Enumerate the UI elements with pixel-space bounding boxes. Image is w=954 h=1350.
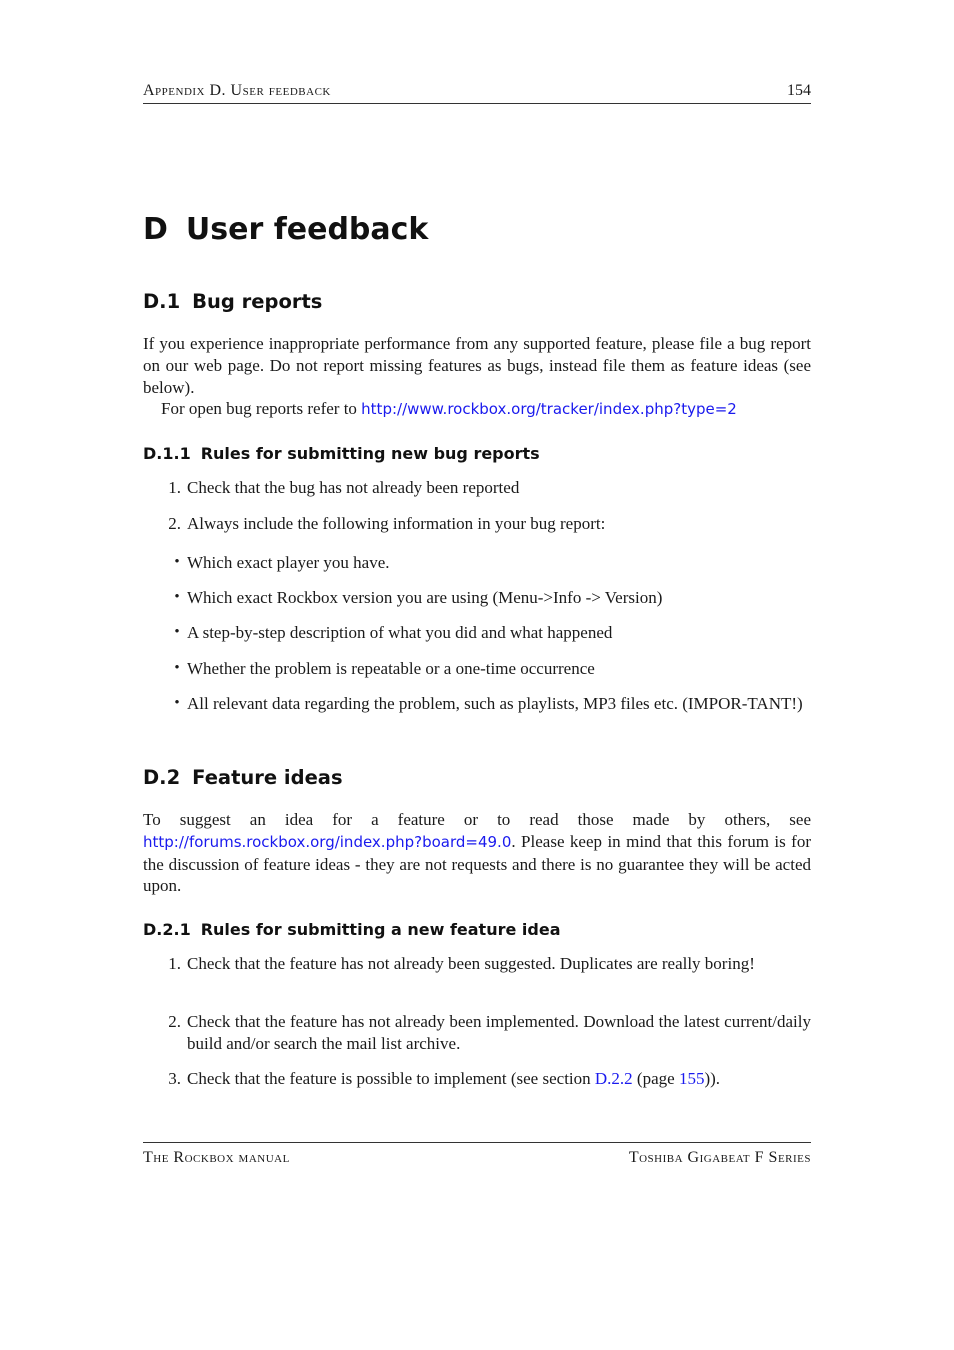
- list-item-text-middle: (page: [632, 1069, 679, 1088]
- bullet-item: [174, 552, 811, 574]
- list-item: [168, 1068, 811, 1090]
- subsection-title: Rules for submitting new bug reports: [200, 444, 540, 463]
- list-marker: 2.: [168, 514, 181, 533]
- feature-intro-prefix: To suggest an idea for a feature or to read those made by others, see: [143, 810, 811, 829]
- list-marker: 3.: [168, 1069, 181, 1088]
- bullet-marker: •: [174, 589, 180, 605]
- feature-ideas-intro: [143, 809, 811, 897]
- section-title: Bug reports: [192, 290, 323, 313]
- list-item-text: Always include the following information in your bug report:: [187, 514, 606, 533]
- list-item-text-prefix: Check that the feature is possible to implement (see section: [187, 1069, 595, 1088]
- bullet-marker: •: [174, 660, 180, 676]
- subsection-number: D.2.1: [143, 920, 191, 939]
- chapter-title-text: User feedback: [185, 212, 429, 247]
- section-ref-link[interactable]: D.2.2: [594, 1069, 633, 1088]
- bullet-item: [174, 622, 811, 644]
- bullet-text: Which exact Rockbox version you are using (Menu->Info -> Version): [187, 588, 663, 607]
- chapter-number: D: [143, 212, 168, 247]
- bullet-item: [174, 658, 811, 680]
- bug-tracker-link[interactable]: http://www.rockbox.org/tracker/index.php?type=2: [361, 400, 737, 418]
- section-heading-bug-reports: [143, 290, 322, 313]
- list-item-text: Check that the feature has not already been implemented. Download the latest current/daily build and/or search the mail list archive.: [187, 1012, 811, 1053]
- section-title: Feature ideas: [192, 766, 343, 789]
- list-item-text: Check that the feature has not already been suggested. Duplicates are really boring!: [187, 954, 755, 973]
- list-marker: 1.: [168, 478, 181, 497]
- bullet-text: Which exact player you have.: [187, 553, 390, 572]
- list-item: [168, 1011, 811, 1055]
- subsection-heading-feature-rules: [143, 920, 560, 939]
- list-marker: 2.: [168, 1012, 181, 1031]
- header-page-number: 154: [787, 82, 811, 99]
- list-marker: 1.: [168, 954, 181, 973]
- bullet-marker: •: [174, 624, 180, 640]
- header-chapter: Appendix D. User feedback: [143, 82, 331, 99]
- running-header: [143, 82, 811, 104]
- bullet-text: Whether the problem is repeatable or a one-time occurrence: [187, 659, 595, 678]
- list-item-text-suffix: )).: [704, 1069, 721, 1088]
- bullet-item: [174, 693, 811, 715]
- footer-left: The Rockbox manual: [143, 1149, 290, 1166]
- section-number: D.1: [143, 290, 181, 313]
- list-item: [168, 953, 811, 975]
- bullet-marker: •: [174, 695, 180, 711]
- document-page: [143, 0, 811, 1350]
- running-footer: [143, 1142, 811, 1167]
- subsection-heading-bug-rules: [143, 444, 540, 463]
- list-item: [168, 513, 811, 535]
- bug-reports-intro: If you experience inappropriate performance from any supported feature, please file a bug report on our web page. Do not report missing features as bugs, instead file them as feature ideas (see below).: [143, 334, 811, 397]
- list-item-text: Check that the bug has not already been reported: [187, 478, 520, 497]
- bullet-text: A step-by-step description of what you did and what happened: [187, 623, 613, 642]
- bullet-marker: •: [174, 554, 180, 570]
- page-ref-link[interactable]: 155: [678, 1069, 705, 1088]
- section-number: D.2: [143, 766, 181, 789]
- open-bug-reports-paragraph: [143, 398, 811, 421]
- subsection-number: D.1.1: [143, 444, 191, 463]
- feature-forum-link[interactable]: http://forums.rockbox.org/index.php?board=49.0: [143, 832, 512, 851]
- open-reports-prefix: For open bug reports refer to: [161, 399, 362, 418]
- bullet-text: All relevant data regarding the problem, such as playlists, MP3 files etc. (IMPOR-TANT!): [187, 694, 803, 713]
- feature-intro-suffix: . Please keep in mind that this forum is for the discussion of feature ideas - they are not requests and there is no guarantee they will be acted upon.: [143, 831, 811, 896]
- section-heading-feature-ideas: [143, 766, 343, 789]
- footer-right: Toshiba Gigabeat F Series: [628, 1149, 811, 1166]
- list-item: [168, 477, 811, 499]
- subsection-title: Rules for submitting a new feature idea: [200, 920, 561, 939]
- bullet-item: [174, 587, 811, 609]
- chapter-title: [143, 212, 428, 247]
